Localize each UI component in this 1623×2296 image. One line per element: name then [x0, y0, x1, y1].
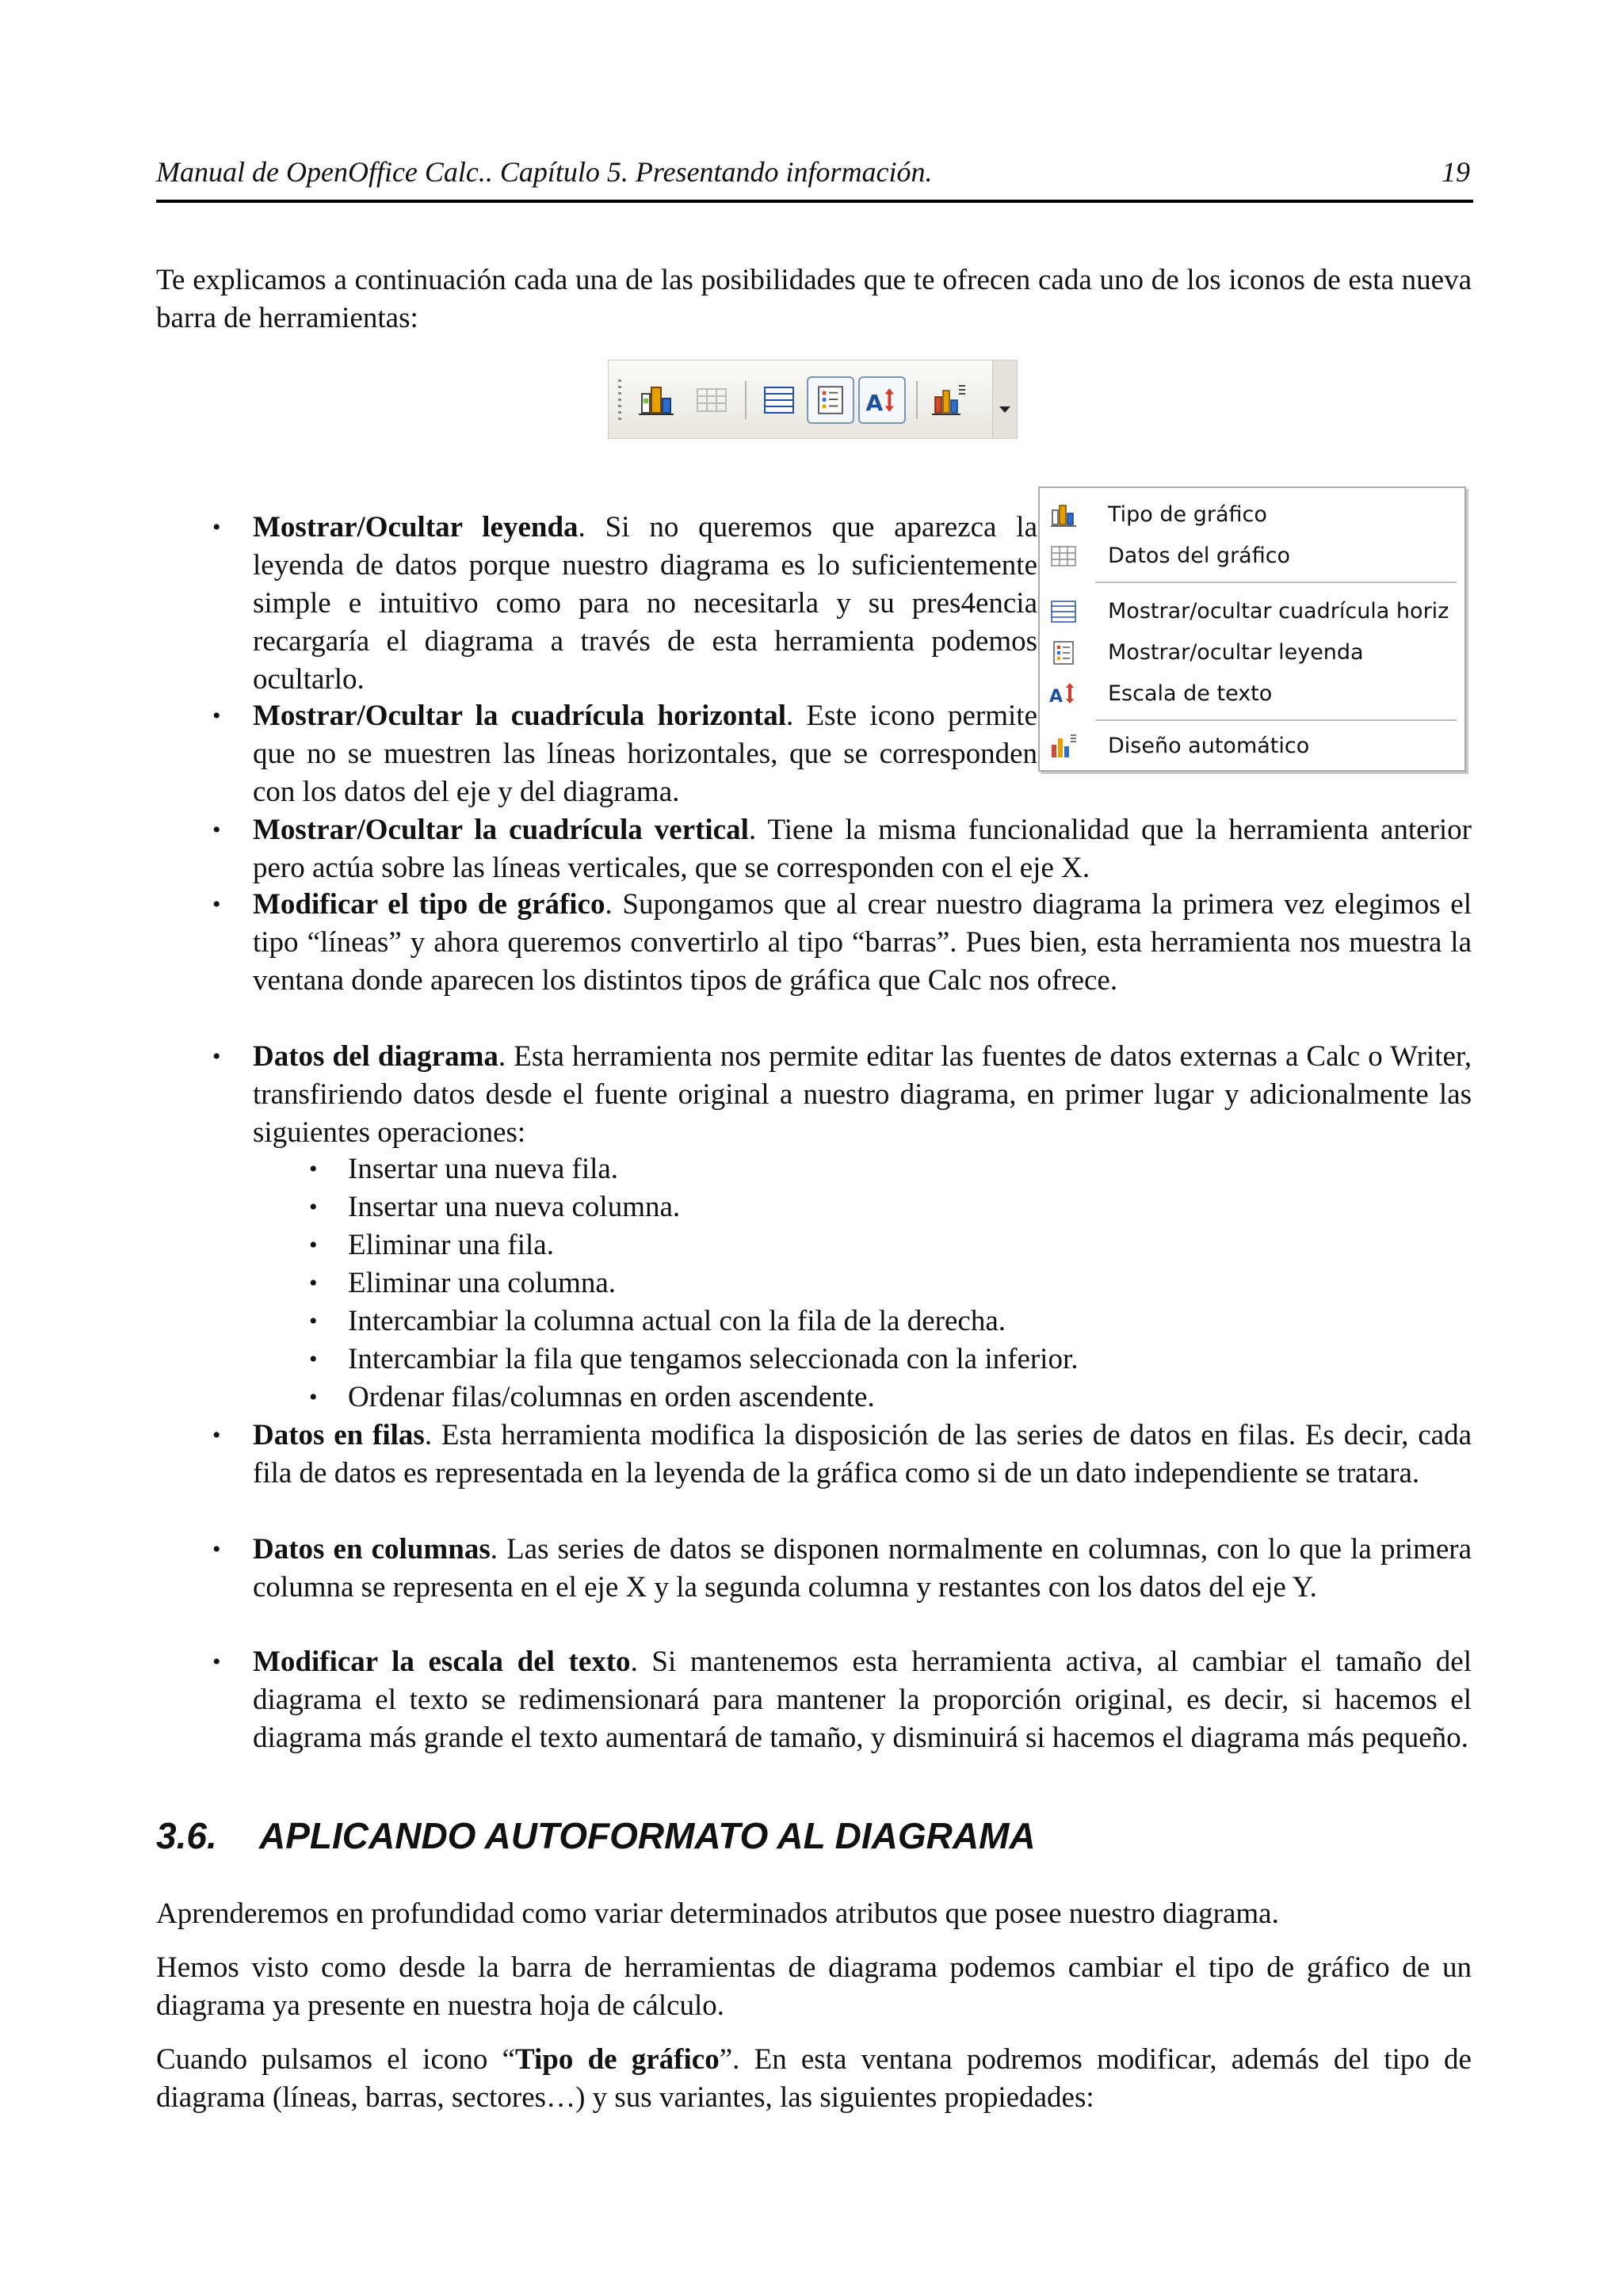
bullet-text: . Supongamos que al crear nuestro diagrama la primera vez elegimos el tipo “líneas” y ahora queremos convertirlo al tipo “barras”. Pues bien, esta herramienta nos muestra la ventana donde aparecen los distintos tipos de gráfica que Calc nos ofrece.: [253, 888, 1472, 997]
menu-item-text-scale[interactable]: [1040, 675, 1465, 715]
bullet-data-rows: [253, 1417, 1472, 1493]
header-title: Manual de OpenOffice Calc.. Capítulo 5. Presentando información.: [156, 156, 933, 188]
bullet-marker: •: [212, 514, 221, 540]
page-header: [156, 155, 1473, 203]
bullet-text: . Si no queremos que aparezca la leyenda de datos porque nuestro diagrama es lo suficientemente simple e intuitivo como para no necesitarla y su pres4encia recargaría el diagrama a través de esta herramienta podemos ocultarlo.: [253, 511, 1037, 696]
chart-toolbar: [608, 360, 1018, 439]
sub-bullet-marker: •: [309, 1308, 318, 1334]
text-scale-icon[interactable]: [858, 376, 906, 424]
bullet-title: Datos en filas: [253, 1419, 425, 1451]
section-number: 3.6.: [156, 1815, 217, 1856]
bullet-text: . Esta herramienta modifica la disposición de las series de datos en filas. Es decir, cada fila de datos es representada en la leyenda de la gráfica como si de un dato independiente se tratara.: [253, 1419, 1472, 1489]
menu-item-label: Escala de texto: [1108, 681, 1273, 706]
svg-text:A: A: [865, 390, 884, 417]
bullet-title: Modificar la escala del texto: [253, 1646, 631, 1678]
menu-separator: [1095, 582, 1457, 583]
bullet-marker: •: [212, 1536, 221, 1562]
text-scale-icon: [1048, 678, 1079, 710]
legend-icon[interactable]: [807, 376, 854, 424]
paragraph-bold: Tipo de gráfico: [515, 2043, 720, 2076]
svg-text:A: A: [1049, 687, 1064, 707]
sub-bullet-item: Ordenar filas/columnas en orden ascendente.: [348, 1381, 875, 1413]
bullet-marker: •: [212, 1422, 221, 1448]
horizontal-grid-icon[interactable]: [755, 376, 803, 424]
menu-separator: [1095, 719, 1457, 721]
sub-bullet-marker: •: [309, 1194, 318, 1220]
sub-bullet-marker: •: [309, 1232, 318, 1258]
bullet-text: . Si mantenemos esta herramienta activa, al cambiar el tamaño del diagrama el texto se redimensionará para mantener la proporción original, es decir, si hacemos el diagrama más grande el texto aumentará de tamaño, y disminuirá si hacemos el diagrama más pequeño.: [253, 1646, 1472, 1754]
bullet-title: Mostrar/Ocultar la cuadrícula horizontal: [253, 700, 786, 732]
chart-data-table-icon: [1048, 540, 1079, 572]
menu-item-chart-type[interactable]: [1040, 496, 1465, 536]
bullet-marker: •: [212, 703, 221, 729]
sub-bullet-item: Insertar una nueva fila.: [348, 1153, 619, 1185]
bullet-title: Datos del diagrama: [253, 1040, 498, 1073]
bullet-title: Mostrar/Ocultar leyenda: [253, 511, 579, 543]
horizontal-grid-icon: [1048, 596, 1079, 627]
sub-bullet-marker: •: [309, 1156, 318, 1182]
bullet-text: . Tiene la misma funcionalidad que la herramienta anterior pero actúa sobre las líneas verticales, que se corresponden con el eje X.: [253, 814, 1472, 884]
sub-bullet-item: Intercambiar la columna actual con la fila de la derecha.: [348, 1305, 1006, 1337]
bullet-chart-type: [253, 886, 1472, 1000]
chart-type-icon[interactable]: [632, 376, 680, 424]
menu-item-chart-data[interactable]: [1040, 537, 1465, 577]
sub-bullet-item: Eliminar una fila.: [348, 1229, 554, 1261]
bullet-marker: •: [212, 1649, 221, 1675]
bullet-text-scale: [253, 1643, 1472, 1757]
bullet-title: Datos en columnas: [253, 1533, 491, 1566]
paragraph-text: Cuando pulsamos el icono “: [156, 2043, 515, 2076]
dropdown-arrow-icon[interactable]: [992, 360, 1017, 438]
chart-type-icon: [1048, 499, 1079, 531]
paragraph: Hemos visto como desde la barra de herramientas de diagrama podemos cambiar el tipo de gráfico de un diagrama ya presente en nuestra hoja de cálculo.: [156, 1951, 1472, 2022]
bullet-title: Mostrar/Ocultar la cuadrícula vertical: [253, 814, 749, 846]
bullet-text: . Este icono permite que no se muestren las líneas horizontales, que se corresponden con los datos del eje y del diagrama.: [253, 700, 1037, 808]
sub-bullet-item: Insertar una nueva columna.: [348, 1191, 681, 1223]
menu-item-legend[interactable]: [1040, 634, 1465, 673]
bullet-marker: •: [212, 817, 221, 843]
autoformat-icon: [1048, 730, 1079, 762]
menu-item-label: Mostrar/ocultar cuadrícula horiz: [1108, 599, 1449, 624]
menu-item-horizontal-grid[interactable]: [1040, 593, 1465, 632]
bullet-title: Modificar el tipo de gráfico: [253, 888, 605, 921]
bullet-chart-data: [253, 1038, 1472, 1152]
sub-bullet-item: Intercambiar la fila que tengamos seleccionada con la inferior.: [348, 1343, 1079, 1375]
menu-item-autoformat[interactable]: [1040, 727, 1465, 767]
bullet-data-columns: [253, 1531, 1472, 1607]
paragraph: Aprenderemos en profundidad como variar determinados atributos que posee nuestro diagrama.: [156, 1897, 1279, 1930]
page-number: 19: [1442, 156, 1470, 188]
section-heading: [156, 1814, 1036, 1857]
intro-paragraph: Te explicamos a continuación cada una de las posibilidades que te ofrecen cada uno de los iconos de esta nueva barra de herramientas:: [156, 264, 1472, 334]
bullet-legend: [253, 509, 1037, 699]
sub-bullet-marker: •: [309, 1346, 318, 1372]
autoformat-icon[interactable]: [926, 376, 973, 424]
bullet-text: . Esta herramienta nos permite editar las fuentes de datos externas a Calc o Writer, transfiriendo datos desde el fuente original a nuestro diagrama, en primer lugar y adicionalmente las siguientes operaciones:: [253, 1040, 1472, 1149]
legend-icon: [1048, 637, 1079, 669]
menu-item-label: Tipo de gráfico: [1108, 502, 1267, 527]
sub-bullet-marker: •: [309, 1384, 318, 1410]
menu-item-label: Datos del gráfico: [1108, 543, 1291, 568]
bullet-text: . Las series de datos se disponen normalmente en columnas, con lo que la primera columna se representa en el eje X y la segunda columna y restantes con los datos del eje Y.: [253, 1533, 1472, 1604]
paragraph: [156, 2041, 1472, 2117]
bullet-marker: •: [212, 1043, 221, 1070]
paragraph-text: ”. En esta ventana podremos modificar, además del tipo de diagrama (líneas, barras, sectores…) y sus variantes, las siguientes propiedades:: [156, 2043, 1472, 2114]
bullet-marker: •: [212, 891, 221, 917]
toolbar-separator: [745, 381, 747, 419]
toolbar-separator: [916, 381, 918, 419]
menu-item-label: Diseño automático: [1108, 734, 1310, 758]
bullet-vertical-grid: [253, 811, 1472, 887]
sub-bullet-item: Eliminar una columna.: [348, 1267, 617, 1299]
sub-bullet-marker: •: [309, 1270, 318, 1296]
chart-data-table-icon[interactable]: [688, 376, 735, 424]
section-title: APLICANDO AUTOFORMATO AL DIAGRAMA: [259, 1815, 1036, 1856]
bullet-horizontal-grid: [253, 697, 1037, 811]
chart-context-menu: [1038, 486, 1466, 772]
toolbar-grip: [618, 379, 621, 421]
menu-item-label: Mostrar/ocultar leyenda: [1108, 640, 1364, 665]
